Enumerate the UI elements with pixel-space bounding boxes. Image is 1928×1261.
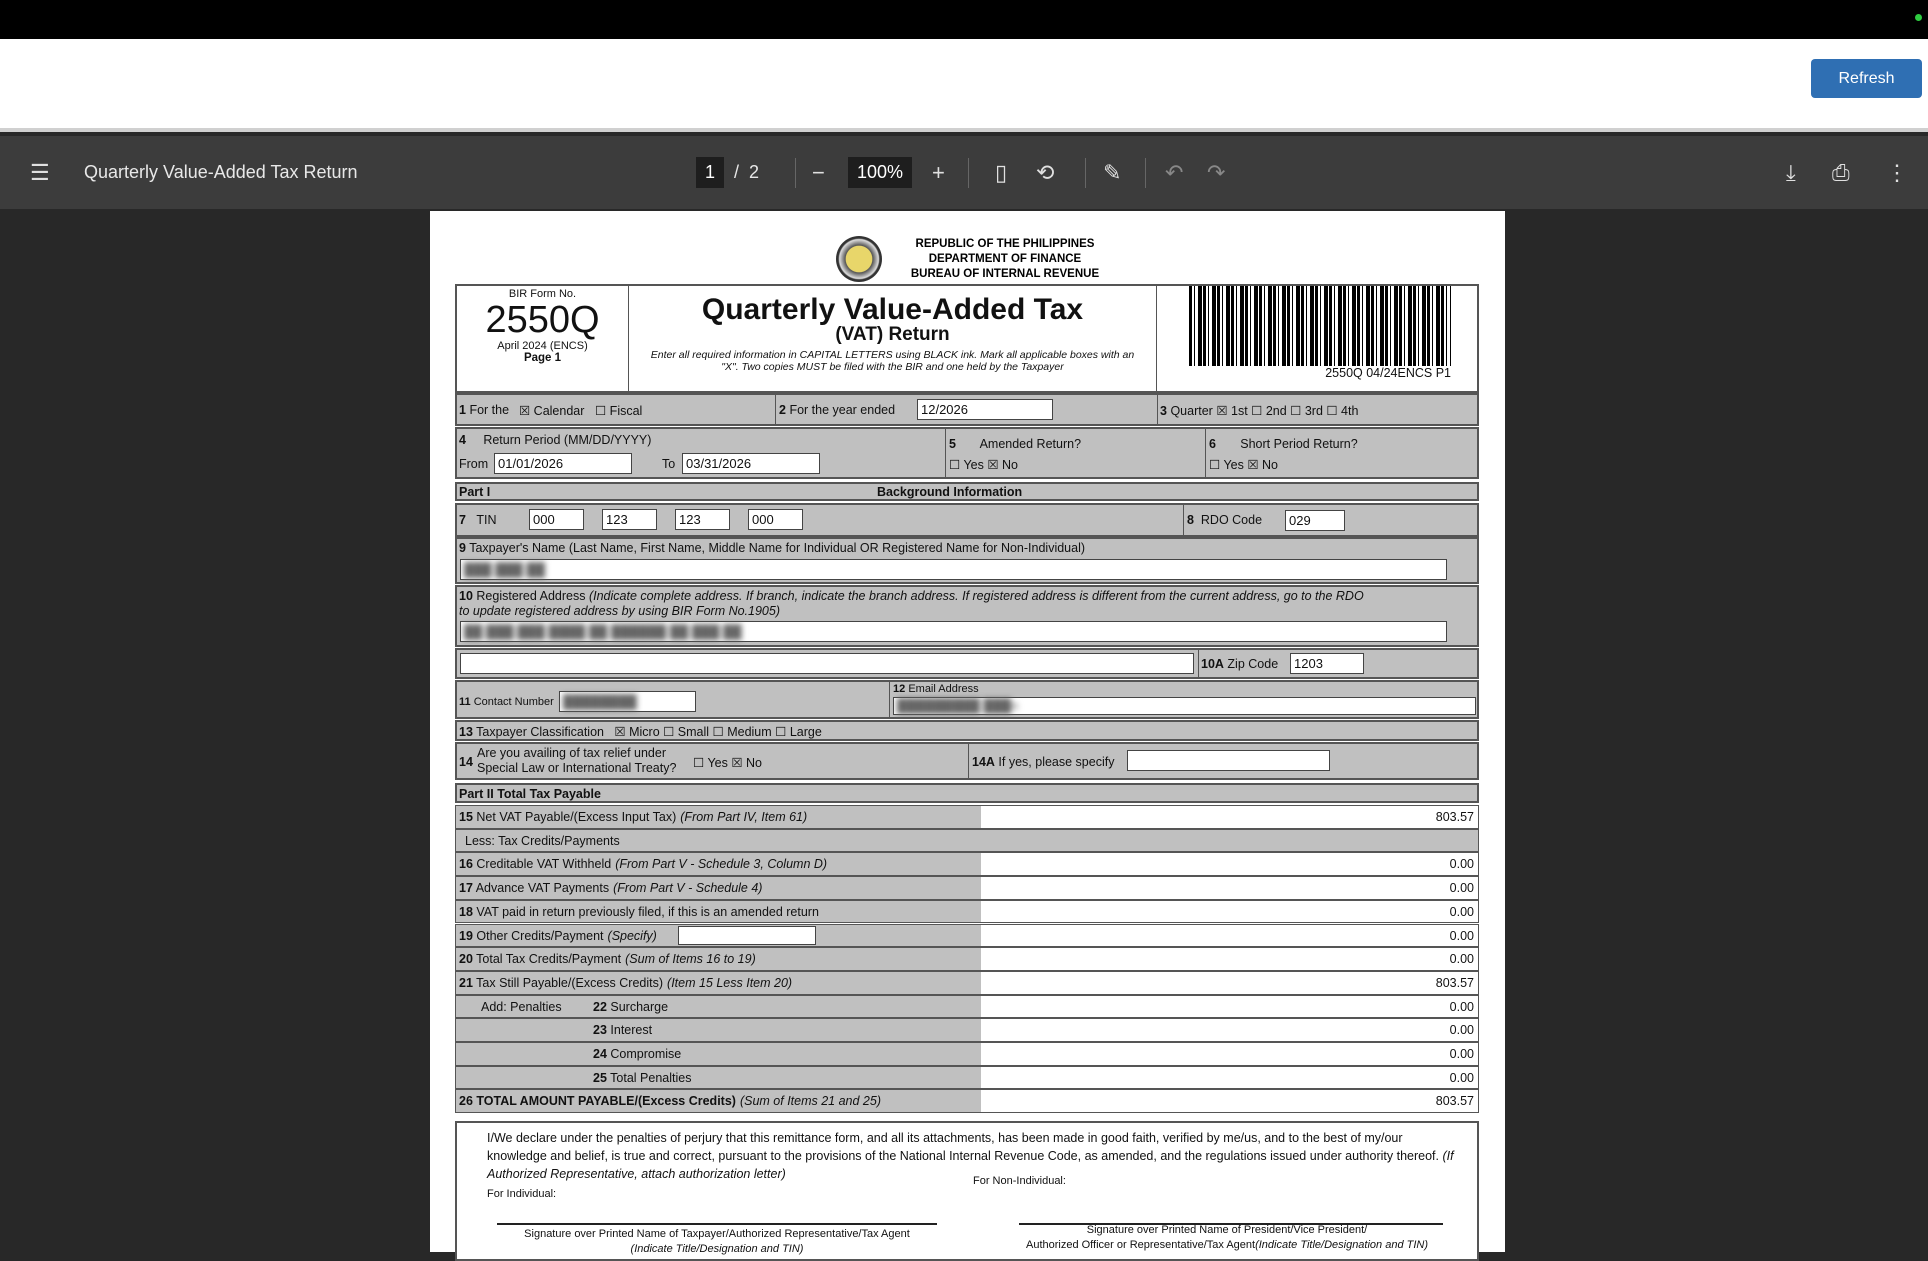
tin-part-2[interactable]: 123 <box>602 509 657 530</box>
part2-label: 15 Net VAT Payable/(Excess Input Tax) (From Part IV, Item 61) <box>459 810 808 824</box>
declaration-text: I/We declare under the penalties of perjury that this remittance form, and all its attachments, has been made in good faith, verified by me/us, and to the best of my/our knowledge and belief, is true and correct, pursuant to the provisions of the National Internal Revenue Code, as amended, and the regulations issued under authority thereof. (If Authorized Representative, attach authorization letter) <box>487 1131 1454 1181</box>
classification-checkboxes[interactable]: ☒ Micro ☐ Small ☐ Medium ☐ Large <box>614 725 822 739</box>
signature-caption-non-individual: Signature over Printed Name of President/Vice President/ <box>1086 1224 1368 1236</box>
amount-field-26[interactable]: 803.57 <box>981 1090 1478 1112</box>
row-period-type: 1 For the ☒ Calendar ☐ Fiscal 2 For the year ended 12/2026 3 Quarter ☒ 1st ☐ 2nd ☐ 3rd ☐ 4th <box>455 393 1479 426</box>
total-pages: 2 <box>749 162 760 182</box>
form-page: Page 1 <box>523 352 562 364</box>
fit-page-icon[interactable]: ▯ <box>995 159 1008 185</box>
address-input[interactable]: ██ ███ ███ ████ ██ ██████ ██ ███ ██ <box>460 621 1447 642</box>
status-dot <box>1915 14 1922 21</box>
short-period-checkboxes[interactable]: ☐ Yes ☒ No <box>1209 458 1278 472</box>
calendar-checkbox[interactable]: ☒ Calendar <box>519 404 585 418</box>
part2-row-26 <box>455 1089 1479 1113</box>
part2-label: 21 Tax Still Payable/(Excess Credits) (Item 15 Less Item 20) <box>459 975 793 990</box>
amount-field-19[interactable]: 0.00 <box>981 925 1478 947</box>
row-return-period: 4 Return Period (MM/DD/YYYY) From 01/01/2026 To 03/31/2026 5 Amended Return? ☐ Yes ☒ No 6 Short Period Return? ☐ Yes ☒ No <box>455 427 1479 479</box>
rotate-icon[interactable]: ⟲ <box>1036 159 1055 185</box>
redo-icon[interactable]: ↷ <box>1207 159 1226 185</box>
refresh-button[interactable]: Refresh <box>1811 59 1922 98</box>
row-registered-address: 10 Registered Address (Indicate complete address. If branch, indicate the branch address. If registered address is different from the current address, go to the RDO to update registered address by using BIR Form No.1905) ██ ███ ███ ████ ██ ██████ ██ ███ ██ <box>455 585 1479 647</box>
part2-label: 23 Interest <box>593 1023 653 1038</box>
signature-line-individual <box>497 1223 937 1225</box>
part2-row-23 <box>455 1018 1479 1042</box>
form-header <box>455 284 1479 393</box>
signature-caption-individual: Signature over Printed Name of Taxpayer/Authorized Representative/Tax Agent <box>524 1228 910 1240</box>
part2-row-22 <box>455 995 1479 1019</box>
relief-checkboxes[interactable]: ☐ Yes ☒ No <box>693 756 762 770</box>
part2-label: 19 Other Credits/Payment (Specify) <box>459 928 657 943</box>
header-line3: BUREAU OF INTERNAL REVENUE <box>910 268 1100 280</box>
relief-specify-input[interactable] <box>1127 750 1330 771</box>
amount-field-20[interactable]: 0.00 <box>981 948 1478 970</box>
part2-header: Part II Total Tax Payable <box>455 783 1479 803</box>
amount-field-24[interactable]: 0.00 <box>981 1043 1478 1065</box>
amount-field-18[interactable]: 0.00 <box>981 901 1478 923</box>
taxpayer-name-input[interactable]: ███ ███ ██ <box>460 559 1447 580</box>
part2-label: 16 Creditable VAT Withheld (From Part V - Schedule 3, Column D) <box>459 857 828 872</box>
amount-field-25[interactable]: 0.00 <box>981 1067 1478 1089</box>
tin-part-3[interactable]: 123 <box>675 509 730 530</box>
other-credits-specify-input[interactable] <box>678 926 816 945</box>
undo-icon[interactable]: ↶ <box>1165 159 1184 185</box>
part1-header: Part I Background Information <box>455 482 1479 501</box>
amount-field-22[interactable]: 0.00 <box>981 996 1478 1018</box>
amount-field-21[interactable]: 803.57 <box>981 972 1478 994</box>
app-header <box>0 39 1928 132</box>
zoom-input[interactable]: 100% <box>848 157 912 188</box>
row-classification: 13 Taxpayer Classification ☒ Micro ☐ Small ☐ Medium ☐ Large <box>455 720 1479 741</box>
barcode-text: 2550Q 04/24ENCS P1 <box>1325 366 1451 380</box>
more-icon[interactable]: ⋮ <box>1886 159 1908 185</box>
part2-label: Less: Tax Credits/Payments <box>465 833 620 848</box>
address-line-2-input[interactable] <box>460 653 1194 674</box>
amended-checkboxes[interactable]: ☐ Yes ☒ No <box>949 458 1018 472</box>
print-icon[interactable]: ⎙ <box>1832 159 1850 185</box>
form-date: April 2024 (ENCS) <box>497 340 588 352</box>
header-line1: REPUBLIC OF THE PHILIPPINES <box>915 238 1095 250</box>
download-icon[interactable]: ⤓ <box>1786 159 1796 185</box>
barcode <box>1189 286 1451 366</box>
form-number: 2550Q <box>485 299 600 341</box>
menu-icon[interactable]: ☰ <box>30 159 50 185</box>
system-top-bar <box>0 0 1928 39</box>
part2-label: 24 Compromise <box>593 1047 682 1061</box>
row-contact: 11 Contact Number ████████ 12 Email Address █████████ ███n <box>455 680 1479 719</box>
rdo-code-input[interactable]: 029 <box>1285 510 1345 531</box>
part2-row-18 <box>455 900 1479 924</box>
year-ended-input[interactable]: 12/2026 <box>917 399 1053 420</box>
part2-label: 26 TOTAL AMOUNT PAYABLE/(Excess Credits) (Sum of Items 21 and 25) <box>459 1094 881 1109</box>
part2-row-24 <box>455 1042 1479 1066</box>
fiscal-checkbox[interactable]: ☐ Fiscal <box>595 404 643 418</box>
part2-label: 18 VAT paid in return previously filed, if this is an amended return <box>459 904 819 919</box>
to-date-input[interactable]: 03/31/2026 <box>682 453 820 474</box>
tin-part-4[interactable]: 000 <box>748 509 803 530</box>
amount-field-23[interactable]: 0.00 <box>981 1019 1478 1041</box>
part2-row-21 <box>455 971 1479 995</box>
zoom-out-icon[interactable]: − <box>812 159 825 185</box>
form-instructions: Enter all required information in CAPITAL LETTERS using BLACK ink. Mark all applicable boxes with an <box>650 349 1135 361</box>
page-separator: / <box>734 162 740 182</box>
part2-label: 25 Total Penalties <box>593 1070 692 1085</box>
amount-field-16[interactable]: 0.00 <box>981 853 1478 875</box>
from-date-input[interactable]: 01/01/2026 <box>494 453 632 474</box>
document-title: Quarterly Value-Added Tax Return <box>84 162 358 182</box>
part2-label: 17 Advance VAT Payments (From Part V - Schedule 4) <box>459 881 763 896</box>
quarter-checkboxes[interactable]: ☒ 1st ☐ 2nd ☐ 3rd ☐ 4th <box>1216 404 1359 418</box>
for-individual-label: For Individual: <box>487 1188 557 1200</box>
pdf-toolbar <box>0 136 1928 209</box>
annotate-icon[interactable]: ✎ <box>1103 159 1122 185</box>
contact-number-input[interactable]: ████████ <box>559 691 696 712</box>
form-instructions-2: "X". Two copies MUST be filed with the BIR and one held by the Taxpayer <box>721 361 1064 373</box>
declaration-box: I/We declare under the penalties of perjury that this remittance form, and all its attachments, has been made in good faith, verified by me/us, and to the best of my/our knowledge and belief, is true and correct, pursuant to the provisions of the National Internal Revenue Code, as amended, and the regulations issued under authority thereof. (If Authorized Representative, attach authorization letter) For Individual: For Non-Individual: Signature over Printed Name of Taxpayer/Authorized Representative/Tax Agent (Indicate Title/Designation and TIN) Signature over Printed Name of President/Vice President/ Authorized Officer or Representative/Tax Agent(Indicate Title/Designation and TIN) <box>455 1121 1479 1261</box>
tin-part-1[interactable]: 000 <box>529 509 584 530</box>
email-input[interactable]: █████████ ███n <box>893 697 1476 715</box>
amount-field-17[interactable]: 0.00 <box>981 877 1478 899</box>
part2-row-25 <box>455 1066 1479 1090</box>
row-zip: 10A Zip Code 1203 <box>455 648 1479 679</box>
form-no-label: BIR Form No. <box>508 288 577 300</box>
row-taxpayer-name: 9 Taxpayer's Name (Last Name, First Name, Middle Name for Individual OR Registered Name for Non-Individual) ███ ███ ██ <box>455 537 1479 584</box>
form-subtitle: (VAT) Return <box>835 324 950 345</box>
form-title: Quarterly Value-Added Tax <box>701 293 1084 326</box>
zoom-in-icon[interactable]: + <box>932 159 945 185</box>
part2-row-17 <box>455 876 1479 900</box>
part2-row-less <box>455 829 1479 853</box>
page-number-input[interactable]: 1 <box>696 157 724 188</box>
part2-row-19 <box>455 924 1479 948</box>
zip-code-input[interactable]: 1203 <box>1290 653 1364 674</box>
part2-row-15 <box>455 805 1479 829</box>
add-penalties-label: Add: Penalties <box>481 999 562 1014</box>
part2-label: 20 Total Tax Credits/Payment (Sum of Items 16 to 19) <box>459 952 756 967</box>
header-line2: DEPARTMENT OF FINANCE <box>928 253 1082 265</box>
part2-row-16 <box>455 852 1479 876</box>
pdf-page <box>430 211 1505 1255</box>
amount-field-15[interactable]: 803.57 <box>981 806 1478 828</box>
for-non-individual-label: For Non-Individual: <box>973 1175 1066 1187</box>
bir-seal-icon <box>836 236 882 282</box>
part2-label: 22 Surcharge <box>593 999 669 1014</box>
row-tax-relief: 14 Are you availing of tax relief under Special Law or International Treaty? ☐ Yes ☒ No 14A If yes, please specify <box>455 742 1479 780</box>
row-tin: 7 TIN 000 123 123 000 8 RDO Code 029 <box>455 503 1479 537</box>
part2-row-20 <box>455 947 1479 971</box>
